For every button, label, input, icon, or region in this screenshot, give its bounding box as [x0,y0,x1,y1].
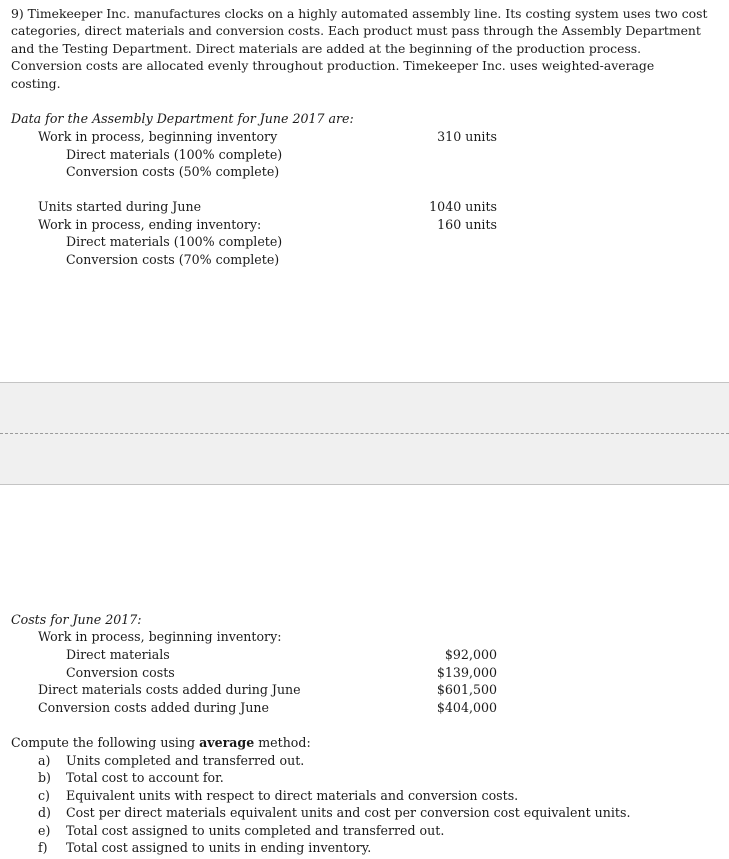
dashed-divider [0,433,729,434]
dm-beginning-label: Direct materials (100% complete) [66,147,283,162]
problem-statement [11,5,723,92]
question-text: Total cost assigned to units completed and transferred out. [66,823,445,838]
question-item [0,787,729,805]
wip-ending-label: Work in process, ending inventory: [38,217,262,232]
dm-added-value: $601,500 [436,682,497,697]
question-text: Units completed and transferred out. [66,753,305,768]
problem-line: 9) Timekeeper Inc. manufactures clocks on a highly automated assembly line. Its costing system uses two cost [11,6,708,21]
cc-ending-label: Conversion costs (70% complete) [66,252,280,267]
units-started-value: 1040 units [429,199,497,214]
cc-beginning-label: Conversion costs (50% complete) [66,164,280,179]
question-item [0,839,729,857]
dm-ending-label: Direct materials (100% complete) [66,234,283,249]
question-letter: b) [38,770,51,785]
question-text: Total cost to account for. [66,770,224,785]
question-item [0,769,729,787]
direct-materials-value: $92,000 [444,647,497,662]
compute-prefix: Compute the following using [11,735,200,750]
conversion-costs-value: $139,000 [436,665,497,680]
problem-line: and the Testing Department. Direct materials are added at the beginning of the production process. [11,40,642,56]
question-letter: a) [38,753,51,768]
wip-ending-value: 160 units [437,217,497,232]
wip-beginning-label: Work in process, beginning inventory [38,129,278,144]
dm-added-label: Direct materials costs added during June [38,682,301,697]
problem-line: Conversion costs are allocated evenly throughout production. Timekeeper Inc. uses weighted-average [11,58,655,74]
costs-heading: Costs for June 2017: [11,612,142,627]
question-text: Cost per direct materials equivalent units and cost per conversion cost equivalent units. [66,805,631,820]
question-text: Total cost assigned to units in ending inventory. [66,840,372,855]
cc-added-label: Conversion costs added during June [38,700,269,715]
question-text: Equivalent units with respect to direct materials and conversion costs. [66,788,519,803]
data-heading: Data for the Assembly Department for June 2017 are: [11,111,354,126]
compute-suffix: method: [254,735,311,750]
question-letter: f) [38,840,48,855]
direct-materials-label: Direct materials [66,647,170,662]
question-letter: c) [38,788,50,803]
cc-added-value: $404,000 [436,700,497,715]
wip-beginning-units: 310 units [437,129,497,144]
question-item [0,822,729,840]
problem-line: costing. [11,75,61,91]
conversion-costs-label: Conversion costs [66,665,175,680]
compute-instruction [11,734,311,752]
question-item [0,752,729,770]
compute-method: average [199,735,255,750]
question-item [0,804,729,822]
costs-wip-beginning-label: Work in process, beginning inventory: [38,629,282,644]
units-started-label: Units started during June [38,199,202,214]
question-letter: d) [38,805,51,820]
question-letter: e) [38,823,51,838]
problem-line: categories, direct materials and conversion costs. Each product must pass through the Assembly Department [11,23,701,39]
